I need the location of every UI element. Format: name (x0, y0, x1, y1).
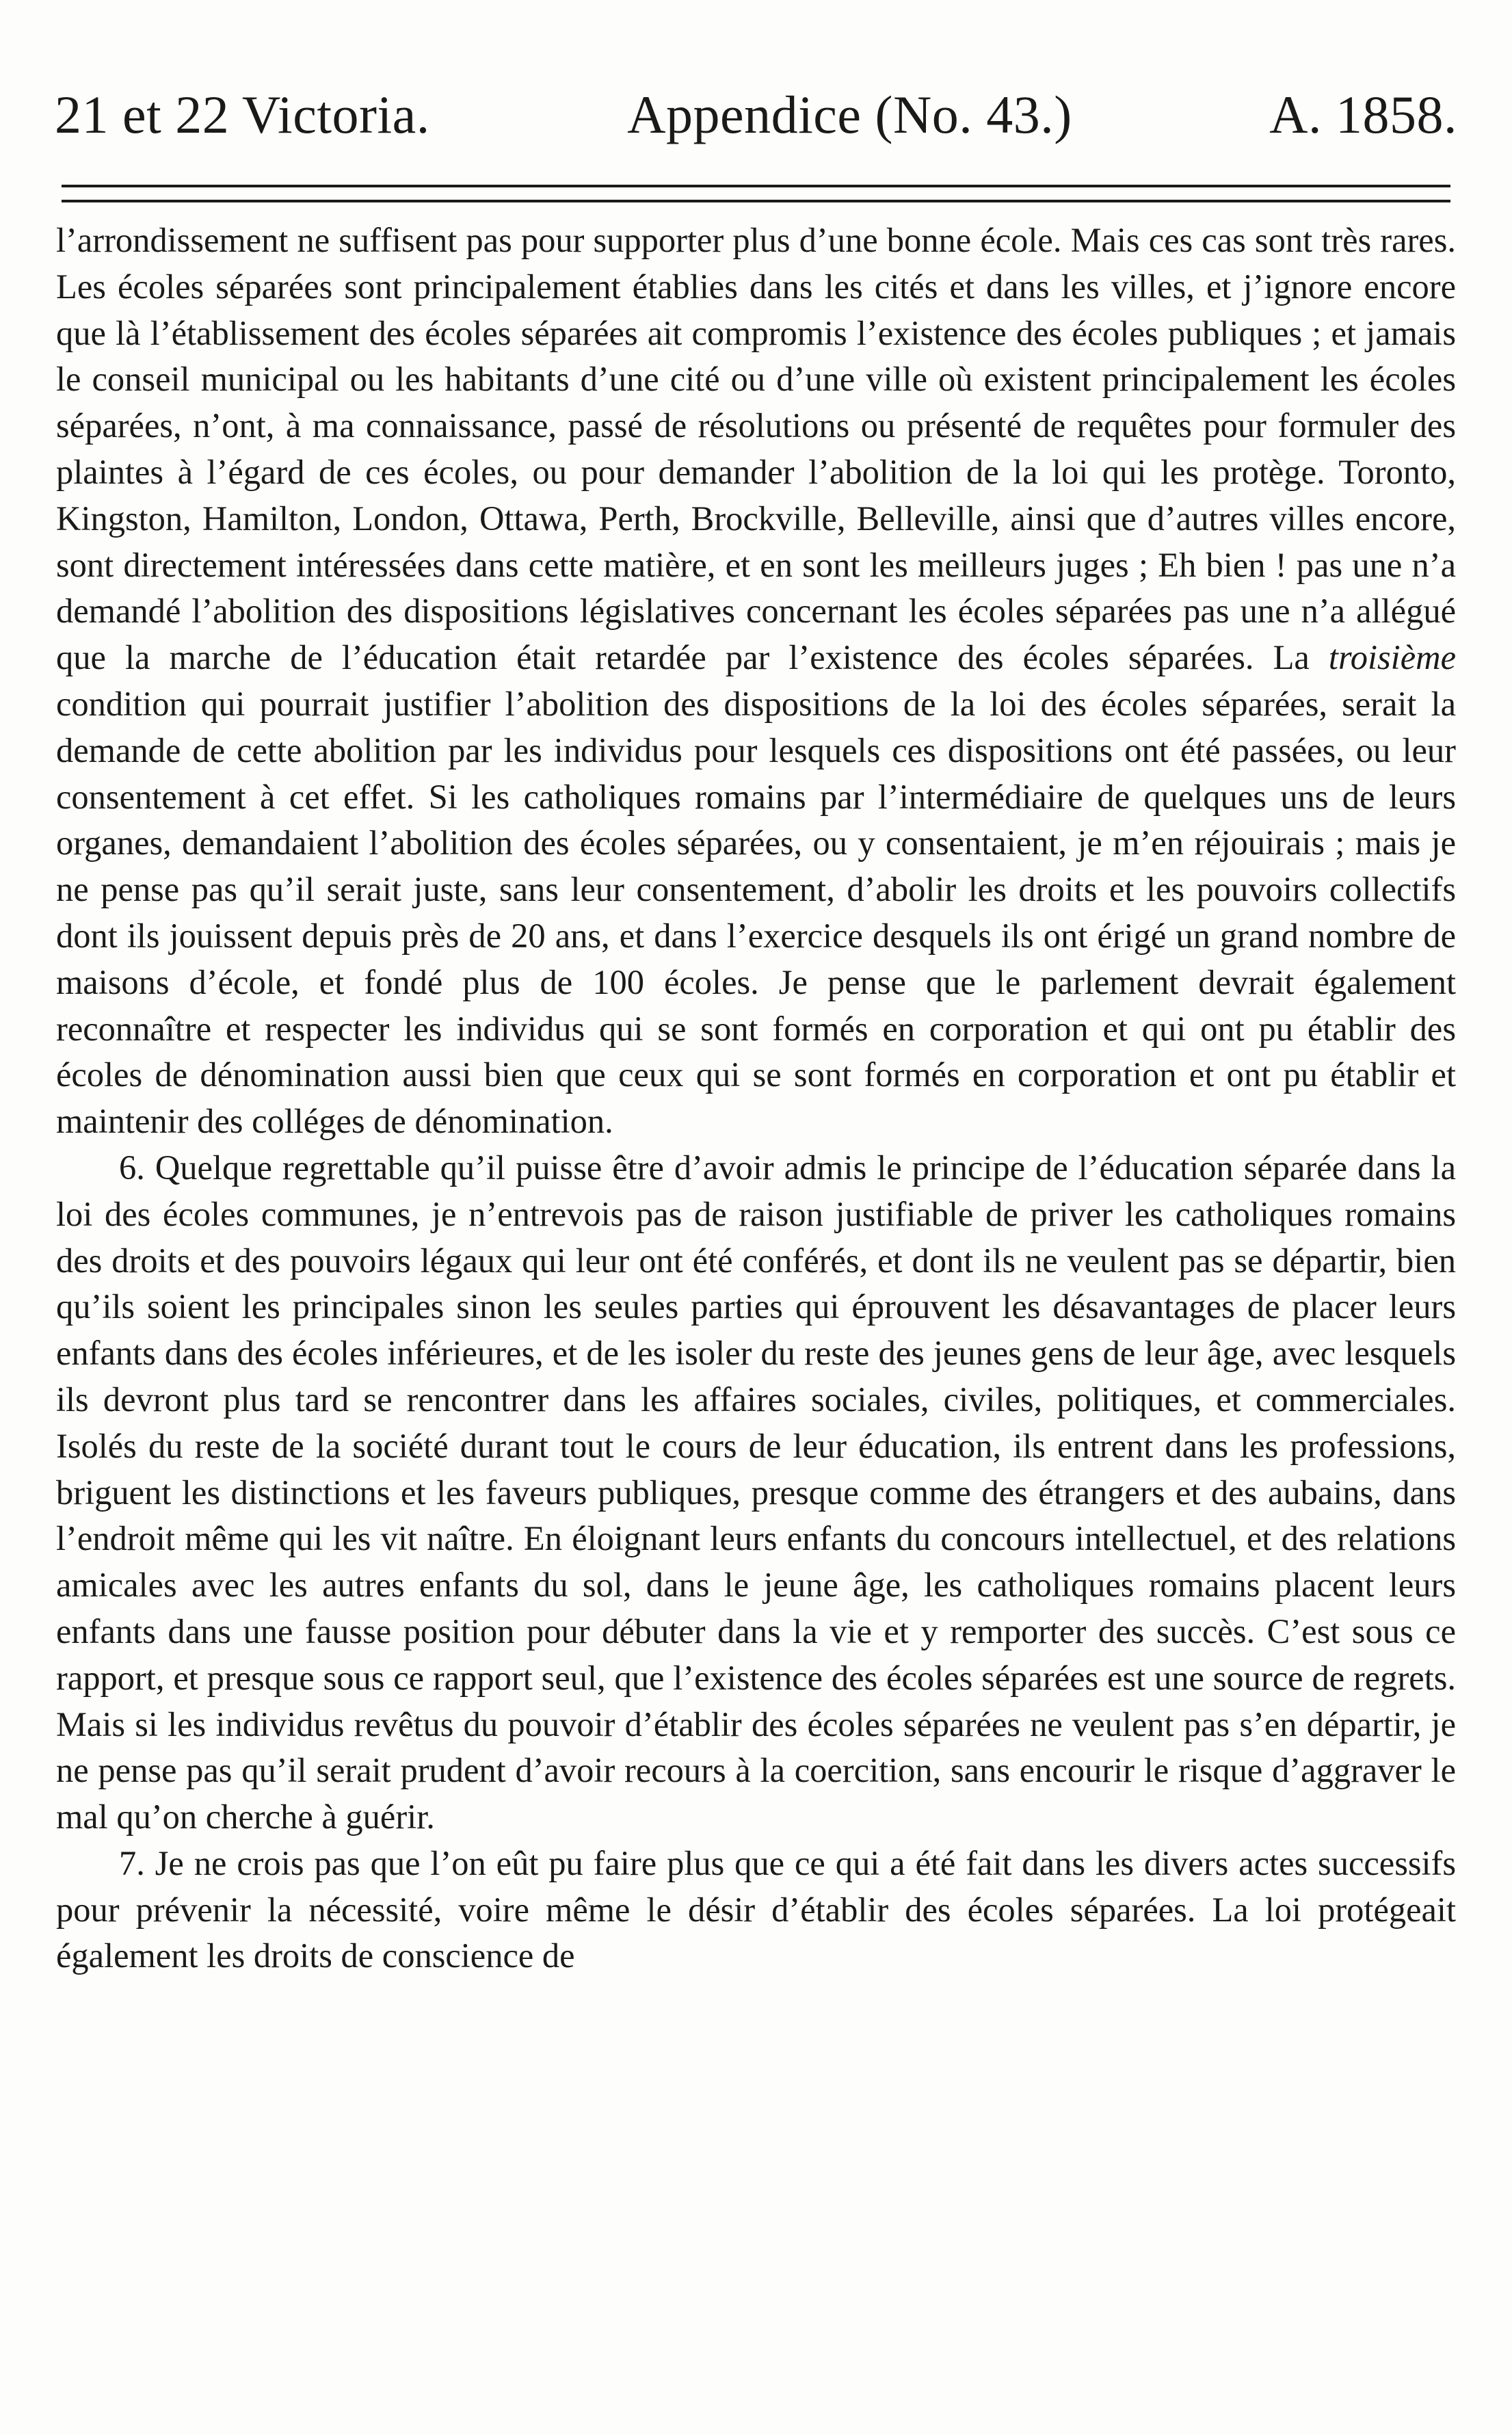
header-appendix-number: Appendice (No. 43.) (627, 85, 1072, 144)
paragraph-7 (56, 1841, 1456, 1979)
italic-word: troisième (1328, 638, 1456, 677)
text-run: 7. Je ne crois pas que l’on eût pu faire plus que ce qui a été fait dans les divers actes successifs pour prévenir la nécessité, voire même le désir d’établir des écoles séparées. La loi protégeait également les droits de conscience de (56, 1843, 1456, 1975)
body-text (56, 218, 1456, 1979)
text-run: 6. Quelque regrettable qu’il puisse être d’avoir admis le principe de l’éducation séparée dans la loi des écoles communes, je n’entrevois pas de raison justifiable de priver les catholiques romains des droits et des pouvoirs légaux qui leur ont été conférés, et dont ils ne veulent pas se départir, bien qu’ils soient les principales sinon les seules parties qui éprouvent les désavantages de placer leurs enfants dans des écoles inférieures, et de les isoler du reste des jeunes gens de leur âge, avec lesquels ils devront plus tard se rencontrer dans les affaires sociales, civiles, politiques, et commerciales. Isolés du reste de la société durant tout le cours de leur éducation, ils entrent dans les professions, briguent les distinctions et les faveurs publiques, presque comme des étrangers et des aubains, dans l’endroit même qui les vit naître. En éloignant leurs enfants du concours intellectuel, et des relations amicales avec les autres enfants du sol, dans le jeune âge, les catholiques romains placent leurs enfants dans une fausse position pour débuter dans la vie et y remporter des succès. C’est sous ce rapport, et presque sous ce rapport seul, que l’existence des écoles séparées est une source de regrets. Mais si les individus revêtus du pouvoir d’établir des écoles séparées ne veulent pas s’en départir, je ne pense pas qu’il serait prudent d’avoir recours à la coercition, sans encourir le risque d’aggraver le mal qu’on cherche à guérir. (56, 1148, 1456, 1837)
header-year: A. 1858. (1269, 85, 1457, 144)
header-double-rule (62, 185, 1450, 202)
header-session: 21 et 22 Victoria. (55, 85, 430, 144)
paragraph-continued (56, 218, 1456, 1145)
running-header (55, 81, 1457, 149)
text-run: condition qui pourrait justifier l’abolition des dispositions de la loi des écoles séparées, serait la demande de cette abolition par les individus pour lesquels ces dispositions ont été passées, ou leur consentement à cet effet. Si les catholiques romains par l’intermédiaire de quelques uns de leurs organes, demandaient l’abolition des écoles séparées, ou y consentaient, je m’en réjouirais ; mais je ne pense pas qu’il serait juste, sans leur consentement, d’abolir les droits et les pouvoirs collectifs dont ils jouissent depuis près de 20 ans, et dans l’exercice desquels ils ont érigé un grand nombre de maisons d’école, et fondé plus de 100 écoles. Je pense que le parlement devrait également reconnaître et respecter les individus qui se sont formés en corporation et qui ont pu établir des écoles de dénomination aussi bien que ceux qui se sont formés en corporation et ont pu établir et maintenir des colléges de dénomination. (56, 684, 1456, 1141)
text-run: l’arrondissement ne suffisent pas pour supporter plus d’une bonne école. Mais ces cas sont très rares. Les écoles séparées sont principalement établies dans les cités et dans les villes, et j’ignore encore que là l’établissement des écoles séparées ait compromis l’existence des écoles publiques ; et jamais le conseil municipal ou les habitants d’une cité ou d’une ville où existent principalement les écoles séparées, n’ont, à ma connaissance, passé de résolutions ou présenté de requêtes pour formuler des plaintes à l’égard de ces écoles, ou pour demander l’abolition de la loi qui les protège. Toronto, Kingston, Hamilton, London, Ottawa, Perth, Brockville, Belleville, ainsi que d’autres villes encore, sont directement intéressées dans cette matière, et en sont les meilleurs juges ; Eh bien ! pas une n’a demandé l’abolition des dispositions législatives concernant les écoles séparées pas une n’a allégué que la marche de l’éducation était retardée par l’existence des écoles séparées. La (56, 221, 1456, 677)
paragraph-6 (56, 1145, 1456, 1841)
